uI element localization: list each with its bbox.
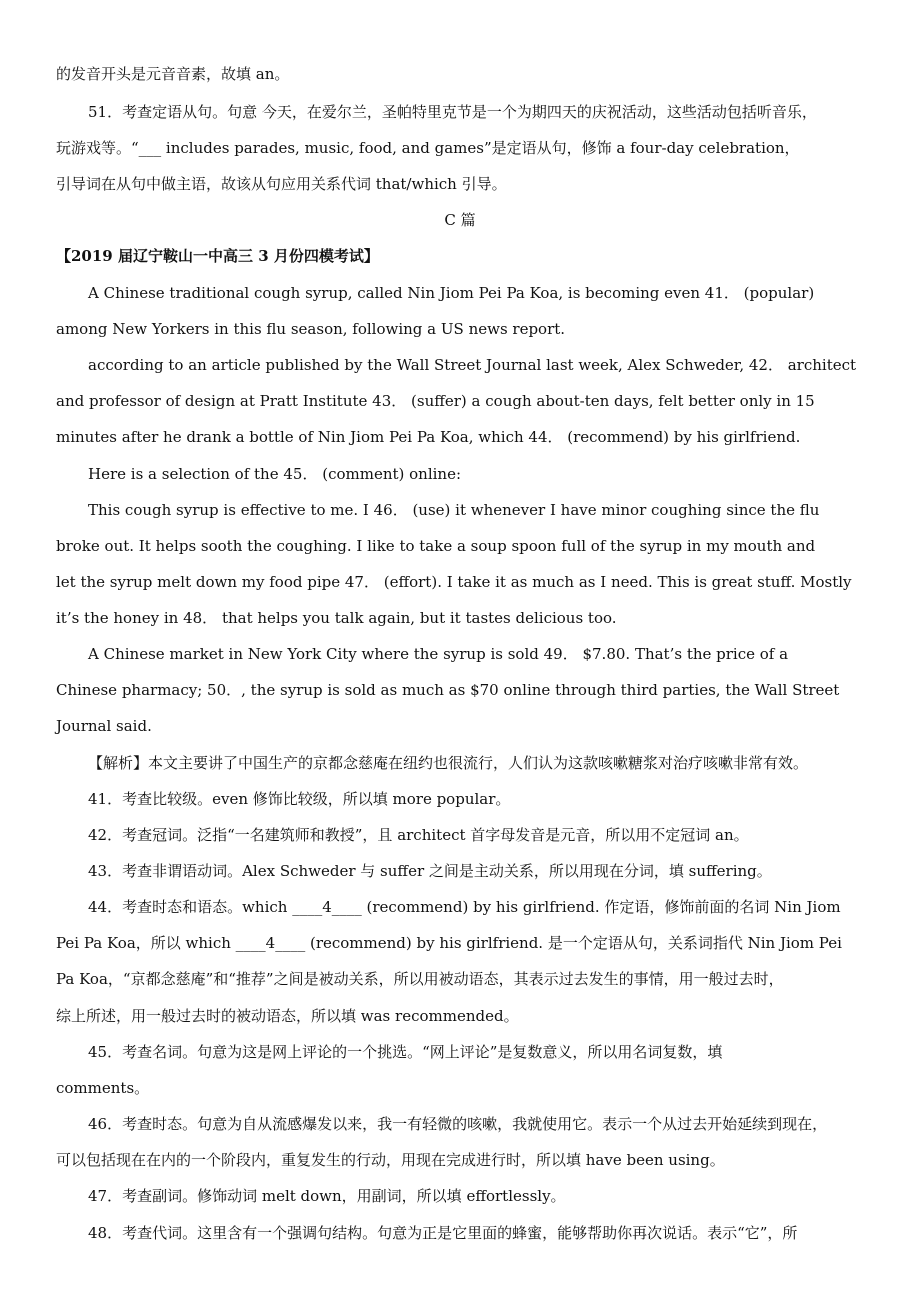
passage-line: This cough syrup is effective to me. I 46． (use) it whenever I have minor coughing since the flu — [88, 501, 820, 519]
section-heading: C 篇 — [444, 211, 476, 229]
answer-line: 42．考查冠词。泛指“一名建筑师和教授”，且 architect 首字母发音是元音，所以用不定冠词 an。 — [88, 826, 749, 844]
passage-line: among New Yorkers in this flu season, following a US news report. — [56, 320, 566, 338]
answer-line: 47．考查副词。修饰动词 melt down，用副词，所以填 effortlessly。 — [88, 1187, 566, 1205]
answer-line: 综上所述，用一般过去时的被动语态，所以填 was recommended。 — [56, 1007, 519, 1025]
text-line: 的发音开头是元音音素，故填 an。 — [56, 65, 290, 83]
passage-line: Journal said. — [56, 717, 152, 735]
answer-line: 41．考查比较级。even 修饰比较级，所以填 more popular。 — [88, 790, 511, 808]
text-line: 51．考查定语从句。句意 今天，在爱尔兰，圣帕特里克节是一个为期四天的庆祝活动，这些活动包括听音乐， — [88, 103, 817, 121]
answer-line: 43．考查非谓语动词。Alex Schweder 与 suffer 之间是主动关系，所以用现在分词，填 suffering。 — [88, 862, 772, 880]
answer-line: comments。 — [56, 1079, 150, 1097]
passage-line: A Chinese market in New York City where the syrup is sold 49． $7.80. That’s the price of a — [88, 645, 789, 663]
passage-line: Chinese pharmacy; 50．, the syrup is sold as much as $70 online through third parties, the Wall Street — [56, 681, 840, 699]
answer-line: 可以包括现在在内的一个阶段内，重复发生的行动，用现在完成进行时，所以填 have been using。 — [56, 1151, 725, 1169]
passage-line: Here is a selection of the 45． (comment) online: — [88, 465, 462, 483]
passage-line: and professor of design at Pratt Institute 43． (suffer) a cough about-ten days, felt better only in 15 — [56, 392, 815, 410]
answer-line: 44．考查时态和语态。which ____4____ (recommend) by his girlfriend. 作定语，修饰前面的名词 Nin Jiom — [88, 898, 841, 916]
passage-line: A Chinese traditional cough syrup, called Nin Jiom Pei Pa Koa, is becoming even 41． (popular) — [88, 284, 815, 302]
source-heading: 【2019 届辽宁鞍山一中高三 3 月份四模考试】 — [56, 247, 379, 265]
answer-line: Pa Koa，“京都念慈庵”和“推荐”之间是被动关系，所以用被动语态，其表示过去发生的事情，用一般过去时， — [56, 970, 784, 988]
answer-line: 45．考查名词。句意为这是网上评论的一个挑选。“网上评论”是复数意义，所以用名词复数，填 — [88, 1043, 723, 1061]
passage-line: broke out. It helps sooth the coughing. I like to take a soup spoon full of the syrup in my mouth and — [56, 537, 816, 555]
text-line: 玩游戏等。“___ includes parades, music, food, and games”是定语从句，修饰 a four-day celebration， — [56, 139, 800, 157]
answer-line: Pei Pa Koa，所以 which ____4____ (recommend) by his girlfriend. 是一个定语从句，关系词指代 Nin Jiom Pei — [56, 934, 842, 952]
passage-line: minutes after he drank a bottle of Nin Jiom Pei Pa Koa, which 44． (recommend) by his girlfriend. — [56, 428, 801, 446]
answer-line: 48．考查代词。这里含有一个强调句结构。句意为正是它里面的蜂蜜，能够帮助你再次说话。表示“它”，所 — [88, 1224, 798, 1242]
passage-line: according to an article published by the Wall Street Journal last week, Alex Schweder, 42． architect — [88, 356, 857, 374]
passage-line: let the syrup melt down my food pipe 47． (effort). I take it as much as I need. This is great stuff. Mostly — [56, 573, 852, 591]
answer-line: 46．考查时态。句意为自从流感爆发以来，我一有轻微的咳嗽，我就使用它。表示一个从过去开始延续到现在， — [88, 1115, 828, 1133]
passage-line: it’s the honey in 48． that helps you talk again, but it tastes delicious too. — [56, 609, 617, 627]
analysis-line: 【解析】本文主要讲了中国生产的京都念慈庵在纽约也很流行，人们认为这款咳嗽糖浆对治疗咳嗽非常有效。 — [88, 754, 809, 772]
text-line: 引导词在从句中做主语，故该从句应用关系代词 that/which 引导。 — [56, 175, 507, 193]
